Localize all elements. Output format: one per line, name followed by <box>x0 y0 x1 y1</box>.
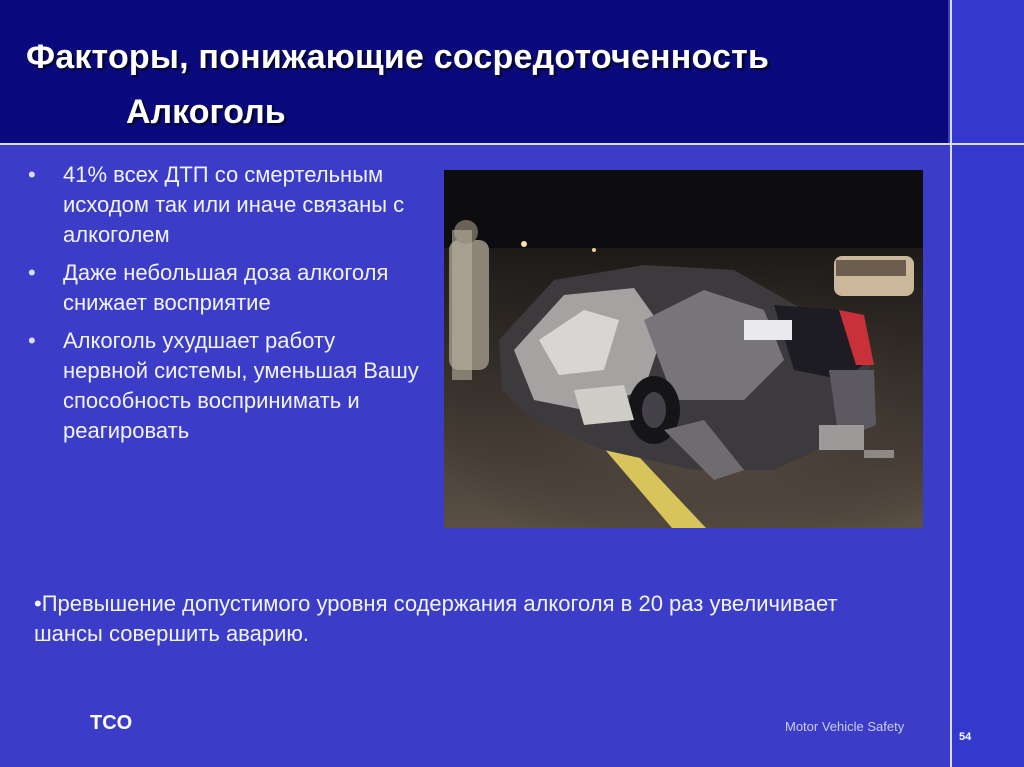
bullet-text: 41% всех ДТП со смертельным исходом так или иначе связаны с алкоголем <box>63 162 405 247</box>
bullet-dot: • <box>28 328 36 353</box>
bullet-item <box>28 326 423 446</box>
bullet-dot: • <box>28 162 36 187</box>
bullet-dot: • <box>28 260 36 285</box>
slide-title: Факторы, понижающие сосредоточенность <box>26 38 770 76</box>
bullet-item <box>28 258 423 318</box>
right-side-strip <box>950 0 1024 767</box>
footer-course-label: Motor Vehicle Safety <box>785 719 905 734</box>
note-text: •Превышение допустимого уровня содержания алкоголя в 20 раз увеличивает шансы совершить аварию. <box>34 591 838 646</box>
header-divider <box>0 143 1024 145</box>
bullet-list <box>28 160 423 454</box>
bullet-text: Даже небольшая доза алкоголя снижает восприятие <box>63 260 389 315</box>
bullet-text: Алкоголь ухудшает работу нервной системы, уменьшая Вашу способность воспринимать и реагировать <box>63 328 419 443</box>
bullet-item <box>28 160 423 250</box>
crashed-car-photo <box>444 170 923 528</box>
slide-subtitle: Алкоголь <box>126 93 286 131</box>
footer-org-label: TCO <box>90 712 133 734</box>
page-number: 54 <box>959 731 972 743</box>
